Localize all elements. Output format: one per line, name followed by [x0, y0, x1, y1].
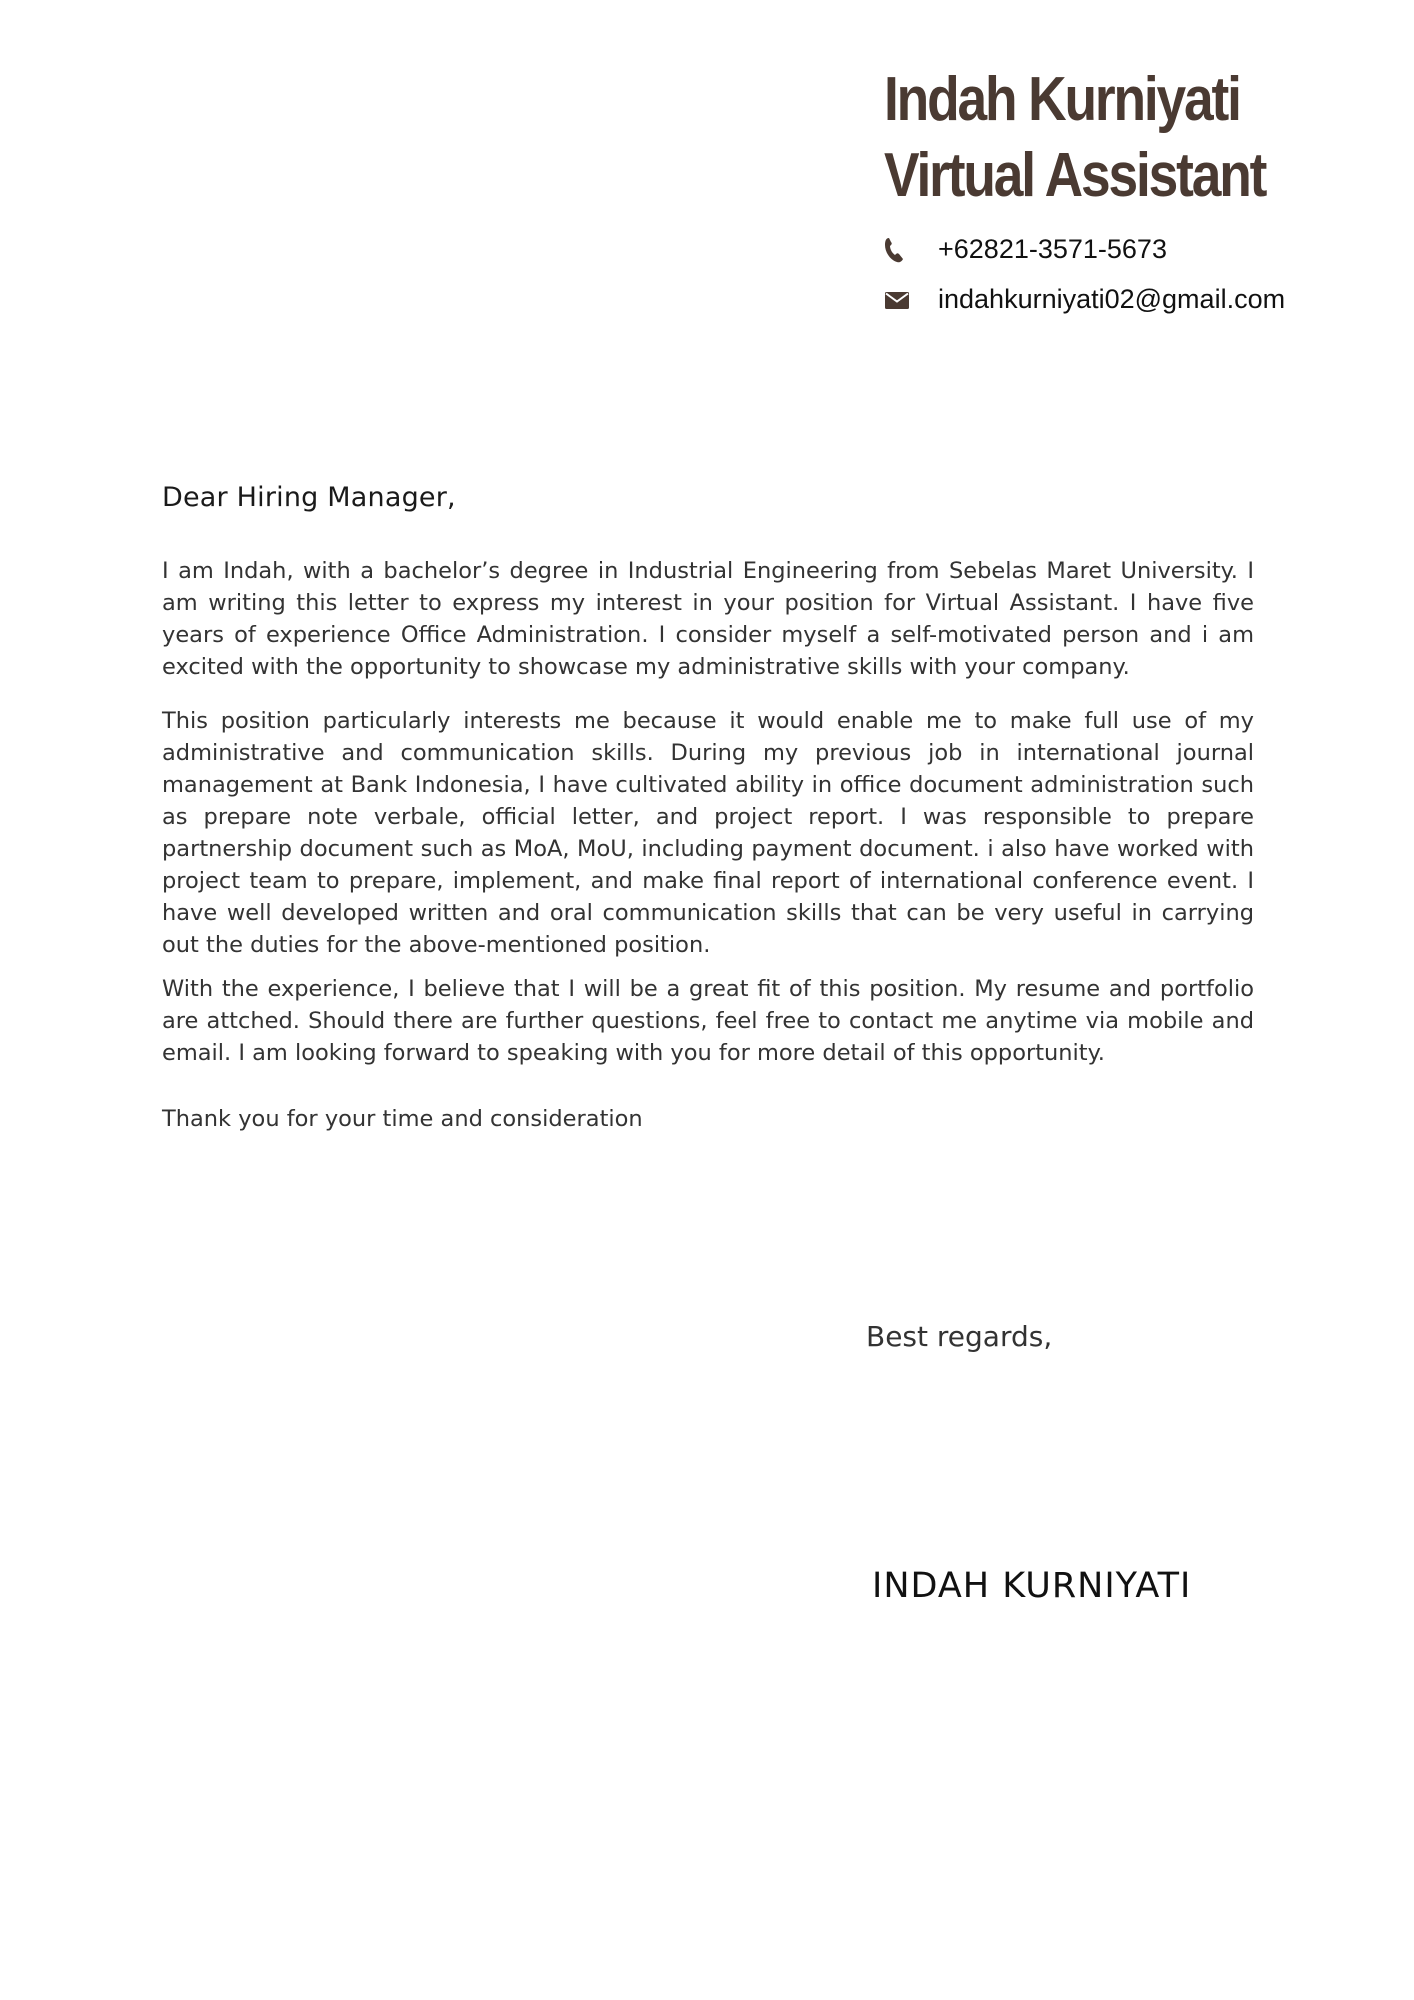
letter-paragraph-1: I am Indah, with a bachelor’s degree in Industrial Engineering from Sebelas Maret University. I am writing this letter to express my interest in your position for Virtual Assistant. I have five years of experience Office Administration. I consider myself a self-motivated person and i am excited with the opportunity to showcase my administrative skills with your company.	[162, 558, 1254, 680]
email-address: indahkurniyati02@gmail.com	[938, 284, 1286, 314]
header-name-title	[884, 62, 1314, 214]
letter-body	[162, 482, 1254, 1135]
phone-icon	[884, 236, 912, 264]
closing-line: Thank you for your time and consideration	[162, 1106, 643, 1132]
email-contact	[884, 284, 1285, 315]
envelope-icon	[884, 286, 912, 314]
letter-paragraph-3: With the experience, I believe that I will be a great fit of this position. My resume and portfolio are attched. Should there are further questions, feel free to contact me anytime via mobile and email. I am looking forward to speaking with you for more detail of this opportunity.	[162, 976, 1254, 1066]
phone-contact	[884, 234, 1167, 265]
letter-paragraph-2: This position particularly interests me because it would enable me to make full use of my administrative and communication skills. During my previous job in international journal management at Bank Indonesia, I have cultivated ability in office document administration such as prepare note verbale, official letter, and project report. I was responsible to prepare partnership document such as MoA, MoU, including payment document. i also have worked with project team to prepare, implement, and make final report of international conference event. I have well developed written and oral communication skills that can be very useful in carrying out the duties for the above-mentioned position.	[162, 708, 1254, 958]
salutation: Dear Hiring Manager,	[162, 482, 456, 513]
letter-header	[884, 62, 1384, 314]
signature-name: INDAH KURNIYATI	[872, 1566, 1192, 1606]
phone-number: +62821-3571-5673	[938, 234, 1167, 264]
best-regards: Best regards,	[866, 1320, 1053, 1353]
applicant-name: Indah Kurniyati	[884, 65, 1240, 134]
applicant-role: Virtual Assistant	[884, 141, 1266, 210]
